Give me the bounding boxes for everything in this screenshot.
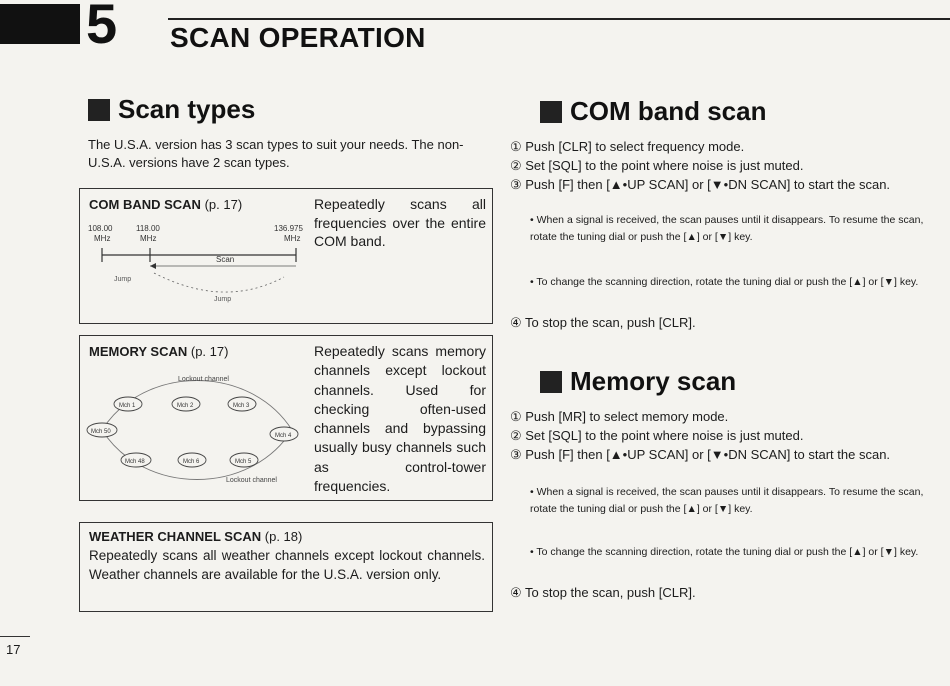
mch2-label: Mch 2 [177,403,194,409]
com-band-diagram [84,219,314,319]
jump-label-left: Jump [114,276,132,283]
com-step-4: ④ To stop the scan, push [CLR]. [510,315,696,330]
weather-scan-box [79,522,493,612]
scan-types-heading-text: Scan types [118,94,256,124]
freq-mid-unit: MHz [140,234,157,243]
freq-high-unit: MHz [284,234,301,243]
com-band-scan-heading [540,96,766,127]
mem-step-4: ④ To stop the scan, push [CLR]. [510,585,696,600]
com-band-scan-box [79,188,493,324]
mch6-label: Mch 6 [183,459,200,465]
com-band-scan-desc: Repeatedly scans all frequencies over the entire COM band. [314,196,486,249]
freq-mid-label: 118.00 [136,224,160,233]
mem-step-3: ③ Push [F] then [▲•UP SCAN] or [▼•DN SCAN] to start the scan. [510,447,891,462]
freq-high-label: 136.975 [274,224,303,233]
scan-label: Scan [216,255,235,264]
page-number: 17 [6,642,21,657]
memory-scan-heading-text: Memory scan [570,366,737,396]
freq-low-label: 108.00 [88,224,113,233]
weather-scan-title: WEATHER CHANNEL SCAN (p. 18) [89,529,303,544]
com-step-1: ① Push [CLR] to select frequency mode. [510,139,745,154]
freq-low-unit: MHz [94,234,111,243]
com-band-scan-heading-text: COM band scan [570,96,767,126]
mem-note-1: • When a signal is received, the scan pauses until it disappears. To resume the scan, rotate the tuning dial or push the [▲] or [▼] key. [530,486,924,515]
mem-step-2: ② Set [SQL] to the point where noise is just muted. [510,428,804,443]
memory-scan-diagram [84,368,310,498]
page-number-rule [0,636,30,637]
mch4-label: Mch 4 [275,433,292,439]
com-band-scan-title: COM BAND SCAN (p. 17) [89,197,243,212]
mch48-label: Mch 48 [125,459,145,465]
mch5-label: Mch 5 [235,459,252,465]
mch50-label: Mch 50 [91,429,111,435]
chapter-number: 5 [86,0,118,55]
com-step-3: ③ Push [F] then [▲•UP SCAN] or [▼•DN SCAN] to start the scan. [510,177,891,192]
memory-scan-desc: Repeatedly scans memory channels except lockout channels. Used for checking often-used channels and bypassing usually busy channels such as control-tower frequencies. [314,343,486,495]
com-note-1: • When a signal is received, the scan pauses until it disappears. To resume the scan, rotate the tuning dial or push the [▲] or [▼] key. [530,214,924,243]
weather-scan-desc: Repeatedly scans all weather channels except lockout channels. Weather channels are available for the U.S.A. version only. [89,548,485,582]
com-step-2: ② Set [SQL] to the point where noise is just muted. [510,158,804,173]
chapter-title: SCAN OPERATION [170,22,426,53]
mch1-label: Mch 1 [119,403,136,409]
memory-scan-box [79,335,493,501]
mem-step-1: ① Push [MR] to select memory mode. [510,409,729,424]
mem-note-2: • To change the scanning direction, rotate the tuning dial or push the [▲] or [▼] key. [530,546,919,558]
scan-types-heading [88,94,255,125]
chapter-rule [168,18,950,20]
heading-square-icon [540,101,562,123]
scan-types-intro: The U.S.A. version has 3 scan types to suit your needs. The non-U.S.A. versions have 2 scan types. [88,137,464,170]
memory-scan-title: MEMORY SCAN (p. 17) [89,344,229,359]
mch3-label: Mch 3 [233,403,250,409]
heading-square-icon [88,99,110,121]
memory-scan-heading [540,366,736,397]
jump-label-bottom: Jump [214,296,232,303]
heading-square-icon [540,371,562,393]
chapter-tab-block [0,4,80,44]
lockout-label-top: Lockout channel [178,376,229,383]
lockout-label-bottom: Lockout channel [226,477,277,484]
com-note-2: • To change the scanning direction, rotate the tuning dial or push the [▲] or [▼] key. [530,276,919,288]
